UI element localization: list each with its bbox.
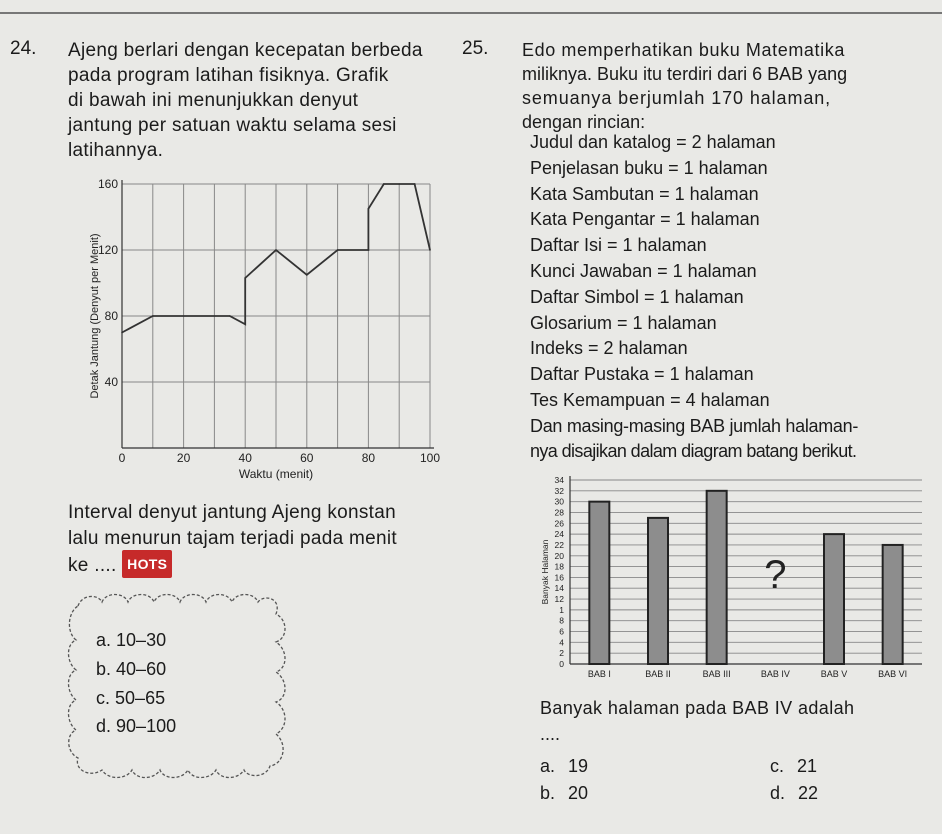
option-letter: d. [96, 716, 112, 736]
x-tick-label: BAB V [820, 669, 848, 679]
option-letter: c. [770, 756, 785, 776]
data-point [152, 315, 154, 317]
q24-line: pada program latihan fisiknya. Grafik [68, 65, 389, 86]
y-axis-label: Detak Jantung (Denyut per Menit) [89, 233, 101, 399]
list-item: Judul dan katalog = 2 halaman [530, 132, 776, 152]
q25-after-line: nya disajikan dalam diagram batang berikut. [530, 441, 857, 461]
q25-continuation [530, 414, 940, 464]
list-item: Daftar Simbol = 1 halaman [530, 286, 744, 307]
option-text: 20 [568, 783, 589, 803]
y-tick-label: 6 [559, 626, 564, 637]
q24-question [68, 500, 458, 580]
y-tick-label: 26 [554, 518, 564, 529]
q25-detail-list [530, 130, 776, 414]
option-text: 21 [797, 756, 818, 776]
x-tick-label: 100 [419, 451, 441, 465]
y-axis-label: Banyak Halaman [540, 539, 550, 605]
q25-number: 25. [462, 38, 489, 59]
x-tick-label: BAB I [587, 669, 611, 679]
list-item: Penjelasan buku = 1 halaman [530, 157, 768, 178]
q24-line: latihannya. [68, 140, 164, 161]
q24-line: di bawah ini menunjukkan denyut [68, 90, 359, 111]
bar [589, 502, 609, 664]
option-text: 90–100 [116, 716, 177, 736]
list-item: Kata Sambutan = 1 halaman [530, 183, 759, 204]
q24-question-line [68, 552, 458, 580]
option-letter: a. [96, 630, 112, 650]
q25-blank: .... [540, 724, 561, 744]
list-item: Indeks = 2 halaman [530, 338, 688, 359]
q25-line: miliknya. Buku itu terdiri dari 6 BAB yang [522, 64, 848, 84]
top-rule [0, 12, 942, 14]
y-tick-label: 18 [554, 561, 564, 572]
y-tick-label: 40 [104, 375, 118, 389]
data-point [429, 249, 431, 251]
x-tick-label: 60 [300, 451, 314, 465]
y-tick-label: 30 [554, 496, 564, 507]
y-tick-label: 20 [554, 550, 564, 561]
q25-option-b[interactable] [540, 783, 588, 804]
option-letter: d. [770, 783, 786, 803]
data-point [368, 208, 370, 210]
q25-option-a[interactable] [540, 756, 588, 777]
data-point [244, 323, 246, 325]
x-tick-label: 80 [361, 451, 376, 465]
data-point [306, 274, 308, 276]
data-point [229, 315, 231, 317]
list-item: Daftar Pustaka = 1 halaman [530, 364, 754, 385]
y-tick-label: 2 [559, 648, 564, 659]
y-tick-label: 14 [554, 583, 564, 594]
q25-line: dengan rincian: [522, 112, 646, 132]
q24-line: Ajeng berlari dengan kecepatan berbeda [68, 40, 423, 61]
q24-option-a[interactable] [96, 630, 166, 651]
bar [707, 491, 727, 664]
y-tick-label: 1 [559, 604, 564, 615]
option-text: 19 [568, 756, 589, 776]
data-point [414, 183, 416, 185]
option-text: 22 [798, 783, 819, 803]
q25-stem [522, 38, 932, 134]
data-point [244, 277, 246, 279]
q24-number: 24. [10, 38, 37, 59]
heart-rate-line-chart [58, 170, 458, 490]
list-item: Kata Pengantar = 1 halaman [530, 209, 760, 230]
list-item: Glosarium = 1 halaman [530, 312, 717, 333]
q24-question-line: Interval denyut jantung Ajeng konstan [68, 502, 396, 523]
y-tick-label: 16 [554, 572, 564, 583]
q24-option-d[interactable] [96, 716, 176, 737]
y-tick-label: 22 [554, 539, 564, 550]
y-tick-label: 120 [97, 243, 118, 257]
data-point [398, 183, 400, 185]
list-item: Kunci Jawaban = 1 halaman [530, 260, 757, 281]
q24-question-line: lalu menurun tajam terjadi pada menit [68, 528, 397, 549]
data-point [337, 249, 339, 251]
y-tick-label: 28 [554, 507, 564, 518]
q24-stem [68, 38, 448, 163]
y-tick-label: 4 [559, 637, 564, 648]
q24-line: jantung per satuan waktu selama sesi [68, 115, 397, 136]
y-tick-label: 34 [554, 475, 564, 485]
x-axis-label: Waktu (menit) [238, 467, 314, 481]
q25-line: semuanya berjumlah 170 halaman, [522, 88, 832, 108]
y-tick-label: 80 [104, 309, 118, 323]
x-tick-label: BAB III [702, 669, 731, 679]
q25-option-d[interactable] [770, 783, 818, 804]
q25-option-c[interactable] [770, 756, 817, 777]
unknown-value-mark: ? [764, 553, 787, 598]
y-tick-label: 32 [554, 485, 564, 496]
q25-question: Banyak halaman pada BAB IV adalah [540, 698, 855, 718]
x-tick-label: BAB VI [878, 669, 908, 679]
pages-bar-chart [526, 470, 936, 692]
q25-line: Edo memperhatikan buku Matematika [522, 40, 845, 60]
x-tick-label: 0 [118, 451, 126, 465]
y-tick-label: 8 [559, 615, 564, 626]
options-cloud-frame [60, 588, 292, 788]
list-item: Daftar Isi = 1 halaman [530, 235, 707, 256]
bar [824, 534, 844, 664]
bar [648, 518, 668, 664]
x-tick-label: BAB IV [760, 669, 790, 679]
data-point [275, 249, 277, 251]
y-tick-label: 24 [554, 529, 564, 540]
q24-question-end: ke .... [68, 555, 117, 576]
option-letter: a. [540, 756, 556, 776]
option-text: 50–65 [115, 688, 166, 708]
option-letter: b. [96, 659, 112, 679]
option-text: 40–60 [116, 659, 167, 679]
x-tick-label: BAB II [645, 669, 671, 679]
data-point [383, 183, 385, 185]
option-letter: b. [540, 783, 556, 803]
option-letter: c. [96, 688, 111, 708]
q25-after-line: Dan masing-masing BAB jumlah halaman- [530, 416, 859, 436]
bar [883, 545, 903, 664]
option-text: 10–30 [116, 630, 167, 650]
q24-option-c[interactable] [96, 688, 165, 709]
list-item: Tes Kemampuan = 4 halaman [530, 389, 770, 410]
y-tick-label: 160 [97, 177, 118, 191]
y-tick-label: 0 [559, 659, 564, 669]
data-point [121, 332, 123, 334]
x-tick-label: 40 [238, 451, 252, 465]
hots-badge: HOTS [122, 550, 172, 578]
data-point [368, 249, 370, 251]
x-tick-label: 20 [176, 451, 191, 465]
y-tick-label: 12 [554, 594, 564, 605]
q24-option-b[interactable] [96, 659, 166, 680]
